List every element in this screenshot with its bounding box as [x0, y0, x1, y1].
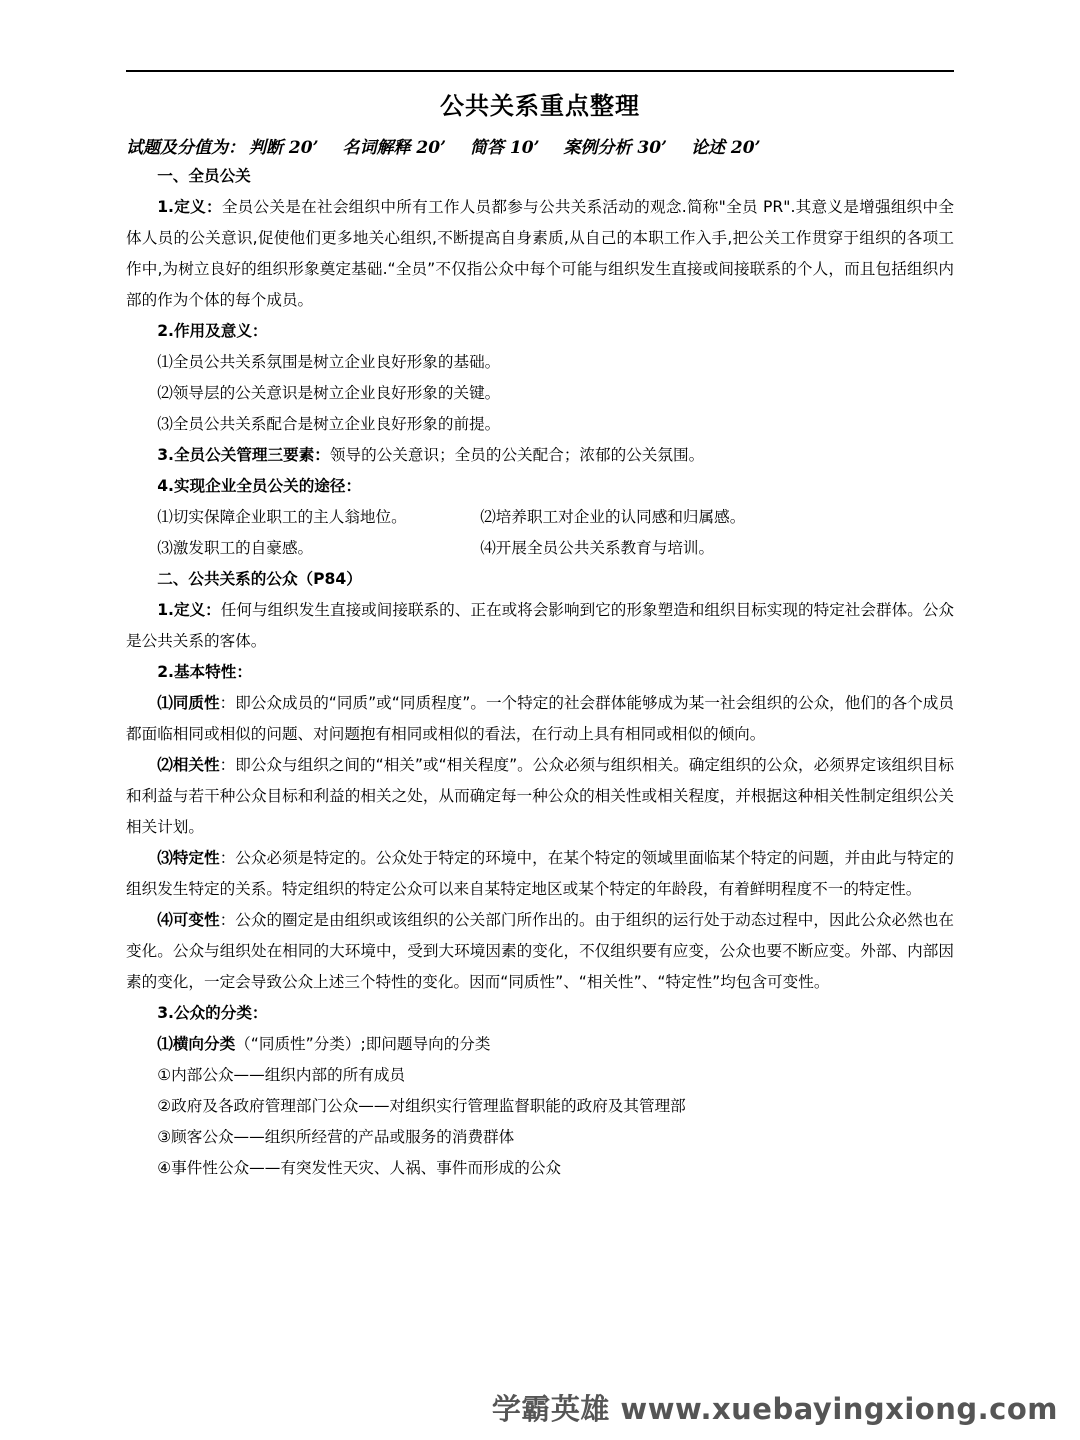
trait-label: ⑶特定性 [157, 849, 220, 867]
definition-label: 1.定义： [157, 198, 222, 216]
trait-text: ：即公众成员的“同质”或“同质程度”。一个特定的社会群体能够成为某一社会组织的公众，他们的各个成员都面临相同或相似的问题、对问题抱有相同或相似的看法，在行动上具有相同或相似的倾向。 [126, 694, 954, 743]
subsection-heading: 4.实现企业全员公关的途径： [157, 477, 362, 495]
list-item: ④事件性公众——有突发性天灾、人祸、事件而形成的公众 [157, 1159, 562, 1177]
list-item: ⑵领导层的公关意识是树立企业良好形象的关键。 [157, 384, 501, 402]
site-watermark: 学霸英雄 www.xuebayingxiong.com [491, 1392, 1058, 1426]
trait-label: ⑵相关性 [157, 756, 220, 774]
elements-paragraph [126, 440, 954, 471]
trait-text: ：即公众与组织之间的“相关”或“相关程度”。公众必须与组织相关。确定组织的公众，必须界定该组织目标和利益与若干种公众目标和利益的相关之处，从而确定每一种公众的相关性或相关程度，并根据这种相关性制定组织公关相关计划。 [126, 756, 954, 836]
exam-score-line [126, 135, 954, 161]
classification-label: ⑴横向分类 [157, 1035, 236, 1053]
trait-paragraph [126, 905, 954, 998]
list-item: ⑷开展全员公共关系教育与培训。 [480, 539, 715, 557]
exam-item: 简答 10’ [470, 138, 540, 158]
exam-item: 论述 20’ [691, 138, 761, 158]
classification-subheading [126, 1029, 954, 1060]
trait-paragraph [126, 688, 954, 750]
elements-text: 领导的公关意识；全员的公关配合；浓郁的公关氛围。 [329, 446, 705, 464]
list-item: ⑶激发职工的自豪感。 [157, 539, 314, 557]
list-item: ③顾客公众——组织所经营的产品或服务的消费群体 [157, 1128, 515, 1146]
section-heading: 二、公共关系的公众（P84） [157, 570, 362, 588]
document-title: 公共关系重点整理 [440, 92, 640, 120]
trait-label: ⑷可变性 [157, 911, 220, 929]
classification-text: （“同质性”分类）;即问题导向的分类 [235, 1035, 491, 1053]
definition-paragraph [126, 595, 954, 657]
ways-row [126, 502, 954, 533]
list-item: ①内部公众——组织内部的所有成员 [157, 1066, 406, 1084]
exam-item: 名词解释 20’ [342, 138, 446, 158]
trait-label: ⑴同质性 [157, 694, 220, 712]
list-item: ⑴切实保障企业职工的主人翁地位。 [157, 508, 407, 526]
document-page [126, 70, 954, 1184]
subsection-heading: 2.作用及意义： [157, 322, 268, 340]
trait-paragraph [126, 843, 954, 905]
list-item: ②政府及各政府管理部门公众——对组织实行管理监督职能的政府及其管理部 [157, 1097, 686, 1115]
definition-paragraph [126, 192, 954, 316]
exam-item: 判断 20’ [249, 138, 319, 158]
list-item: ⑵培养职工对企业的认同感和归属感。 [480, 508, 746, 526]
exam-item: 案例分析 30’ [563, 138, 667, 158]
subsection-heading: 2.基本特性： [157, 663, 252, 681]
ways-row [126, 533, 954, 564]
trait-text: ：公众的圈定是由组织或该组织的公关部门所作出的。由于组织的运行处于动态过程中，因此公众必然也在变化。公众与组织处在相同的大环境中，受到大环境因素的变化，不仅组织要有应变，公众也要不断应变。外部、内部因素的变化，一定会导致公众上述三个特性的变化。因而“同质性”、“相关性”、“特定性”均包含可变性。 [126, 911, 954, 991]
exam-label: 试题及分值为： [126, 138, 245, 158]
definition-text: 全员公关是在社会组织中所有工作人员都参与公共关系活动的观念.简称"全员 PR".其意义是增强组织中全体人员的公关意识,促使他们更多地关心组织,不断提高自身素质,从自己的本职工作入手,把公关工作贯穿于组织的各项工作中,为树立良好的组织形象奠定基础.“全员”不仅指公众中每个可能与组织发生直接或间接联系的个人，而且包括组织内部的作为个体的每个成员。 [126, 198, 954, 309]
trait-paragraph [126, 750, 954, 843]
top-rule [126, 70, 954, 72]
definition-text: 任何与组织发生直接或间接联系的、正在或将会影响到它的形象塑造和组织目标实现的特定社会群体。公众是公共关系的客体。 [126, 601, 954, 650]
list-item: ⑶全员公共关系配合是树立企业良好形象的前提。 [157, 415, 501, 433]
definition-label: 1.定义： [157, 601, 221, 619]
subsection-heading: 3.公众的分类： [157, 1004, 268, 1022]
list-item: ⑴全员公共关系氛围是树立企业良好形象的基础。 [157, 353, 501, 371]
trait-text: ：公众必须是特定的。公众处于特定的环境中，在某个特定的领域里面临某个特定的问题，并由此与特定的组织发生特定的关系。特定组织的特定公众可以来自某特定地区或某个特定的年龄段，有着鲜明程度不一的特定性。 [126, 849, 954, 898]
section-heading: 一、全员公关 [157, 167, 251, 185]
elements-label: 3.全员公关管理三要素： [157, 446, 330, 464]
